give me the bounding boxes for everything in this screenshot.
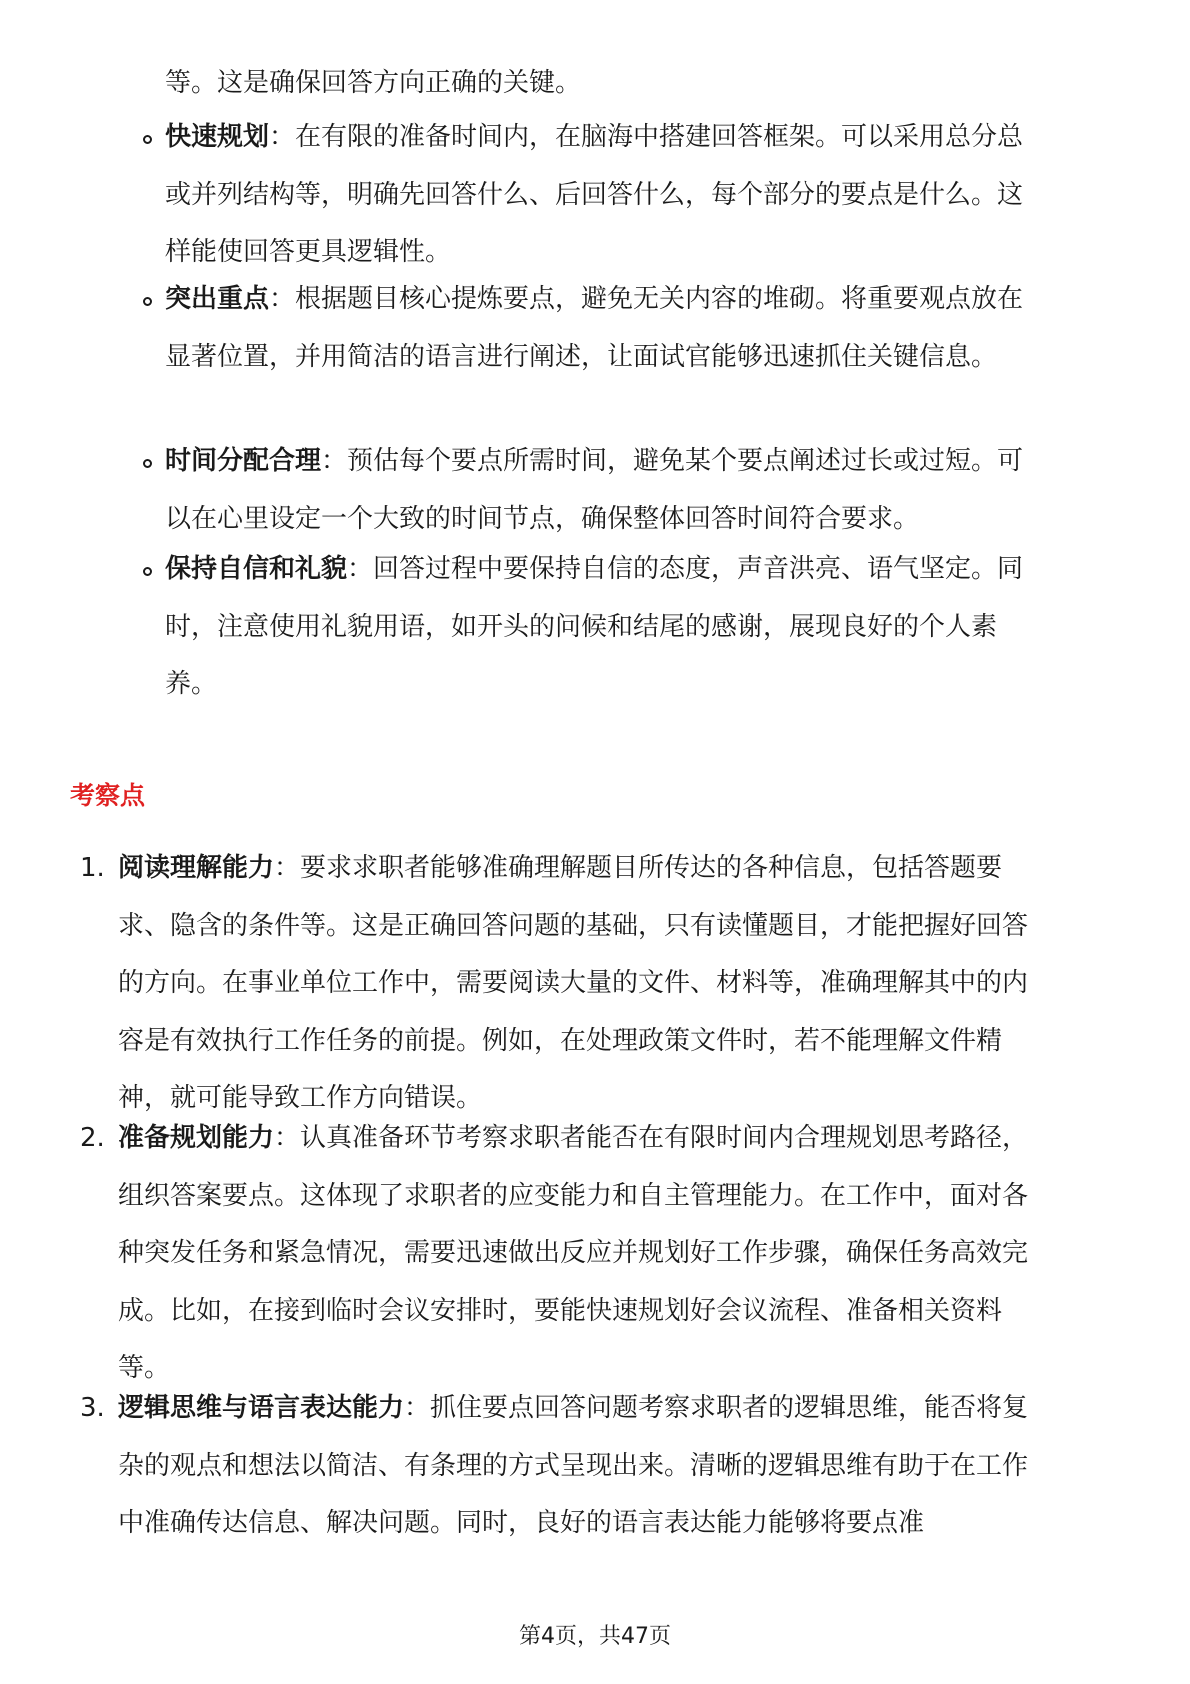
item-text: ：认真准备环节考察求职者能否在有限时间内合理规划思考路径，组织答案要点。这体现了求职者的应变能力和自主管理能力。在工作中，面对各种突发任务和紧急情况，需要迅速做出反应并规划好工作步骤，确保任务高效完成。比如，在接到临时会议安排时，要能快速规划好会议流程、准备相关资料等。: [118, 1123, 1029, 1383]
section-heading: 考察点: [70, 781, 146, 810]
bullet-marker: [143, 297, 152, 306]
bullet-marker: [143, 567, 152, 576]
item-term: 阅读理解能力: [118, 853, 275, 883]
bullet-term: 时间分配合理: [165, 446, 322, 476]
bullet-text: ：预估每个要点所需时间，避免某个要点阐述过长或过短。可以在心里设定一个大致的时间节点，确保整体回答时间符合要求。: [165, 446, 1024, 534]
bullet-marker: [143, 459, 152, 468]
numbered-item-reading: [118, 840, 1038, 1128]
page-number: 第4页，共47页: [519, 1624, 671, 1649]
bullet-item-quick-planning: [165, 109, 1035, 282]
list-number: 3.: [80, 1393, 105, 1423]
bullet-text: ：根据题目核心提炼要点，避免无关内容的堆砌。将重要观点放在显著位置，并用简洁的语言进行阐述，让面试官能够迅速抓住关键信息。: [165, 284, 1024, 372]
bullet-text: ：在有限的准备时间内，在脑海中搭建回答框架。可以采用总分总或并列结构等，明确先回答什么、后回答什么，每个部分的要点是什么。这样能使回答更具逻辑性。: [165, 122, 1024, 267]
bullet-term: 保持自信和礼貌: [165, 554, 348, 584]
numbered-item-planning: [118, 1110, 1038, 1398]
list-number: 1.: [80, 853, 105, 883]
item-text: ：要求求职者能够准确理解题目所传达的各种信息，包括答题要求、隐含的条件等。这是正确回答问题的基础，只有读懂题目，才能把握好回答的方向。在事业单位工作中，需要阅读大量的文件、材料等，准确理解其中的内容是有效执行工作任务的前提。例如，在处理政策文件时，若不能理解文件精神，就可能导致工作方向错误。: [118, 853, 1029, 1113]
bullet-term: 快速规划: [165, 122, 270, 152]
bullet-item-time-allocation: [165, 433, 1035, 548]
bullet-marker: [143, 135, 152, 144]
item-term: 准备规划能力: [118, 1123, 275, 1153]
bullet-term: 突出重点: [165, 284, 270, 314]
continuation-text: 等。这是确保回答方向正确的关键。: [165, 68, 582, 98]
item-text: ：抓住要点回答问题考察求职者的逻辑思维，能否将复杂的观点和想法以简洁、有条理的方式呈现出来。清晰的逻辑思维有助于在工作中准确传达信息、解决问题。同时，良好的语言表达能力能够将要点准: [118, 1393, 1029, 1538]
item-term: 逻辑思维与语言表达能力: [118, 1393, 405, 1423]
numbered-item-logic: [118, 1380, 1038, 1553]
bullet-item-highlight: [165, 271, 1035, 386]
bullet-item-confidence: [165, 541, 1035, 714]
bullet-text: ：回答过程中要保持自信的态度，声音洪亮、语气坚定。同时，注意使用礼貌用语，如开头的问候和结尾的感谢，展现良好的个人素养。: [165, 554, 1024, 699]
list-number: 2.: [80, 1123, 105, 1153]
